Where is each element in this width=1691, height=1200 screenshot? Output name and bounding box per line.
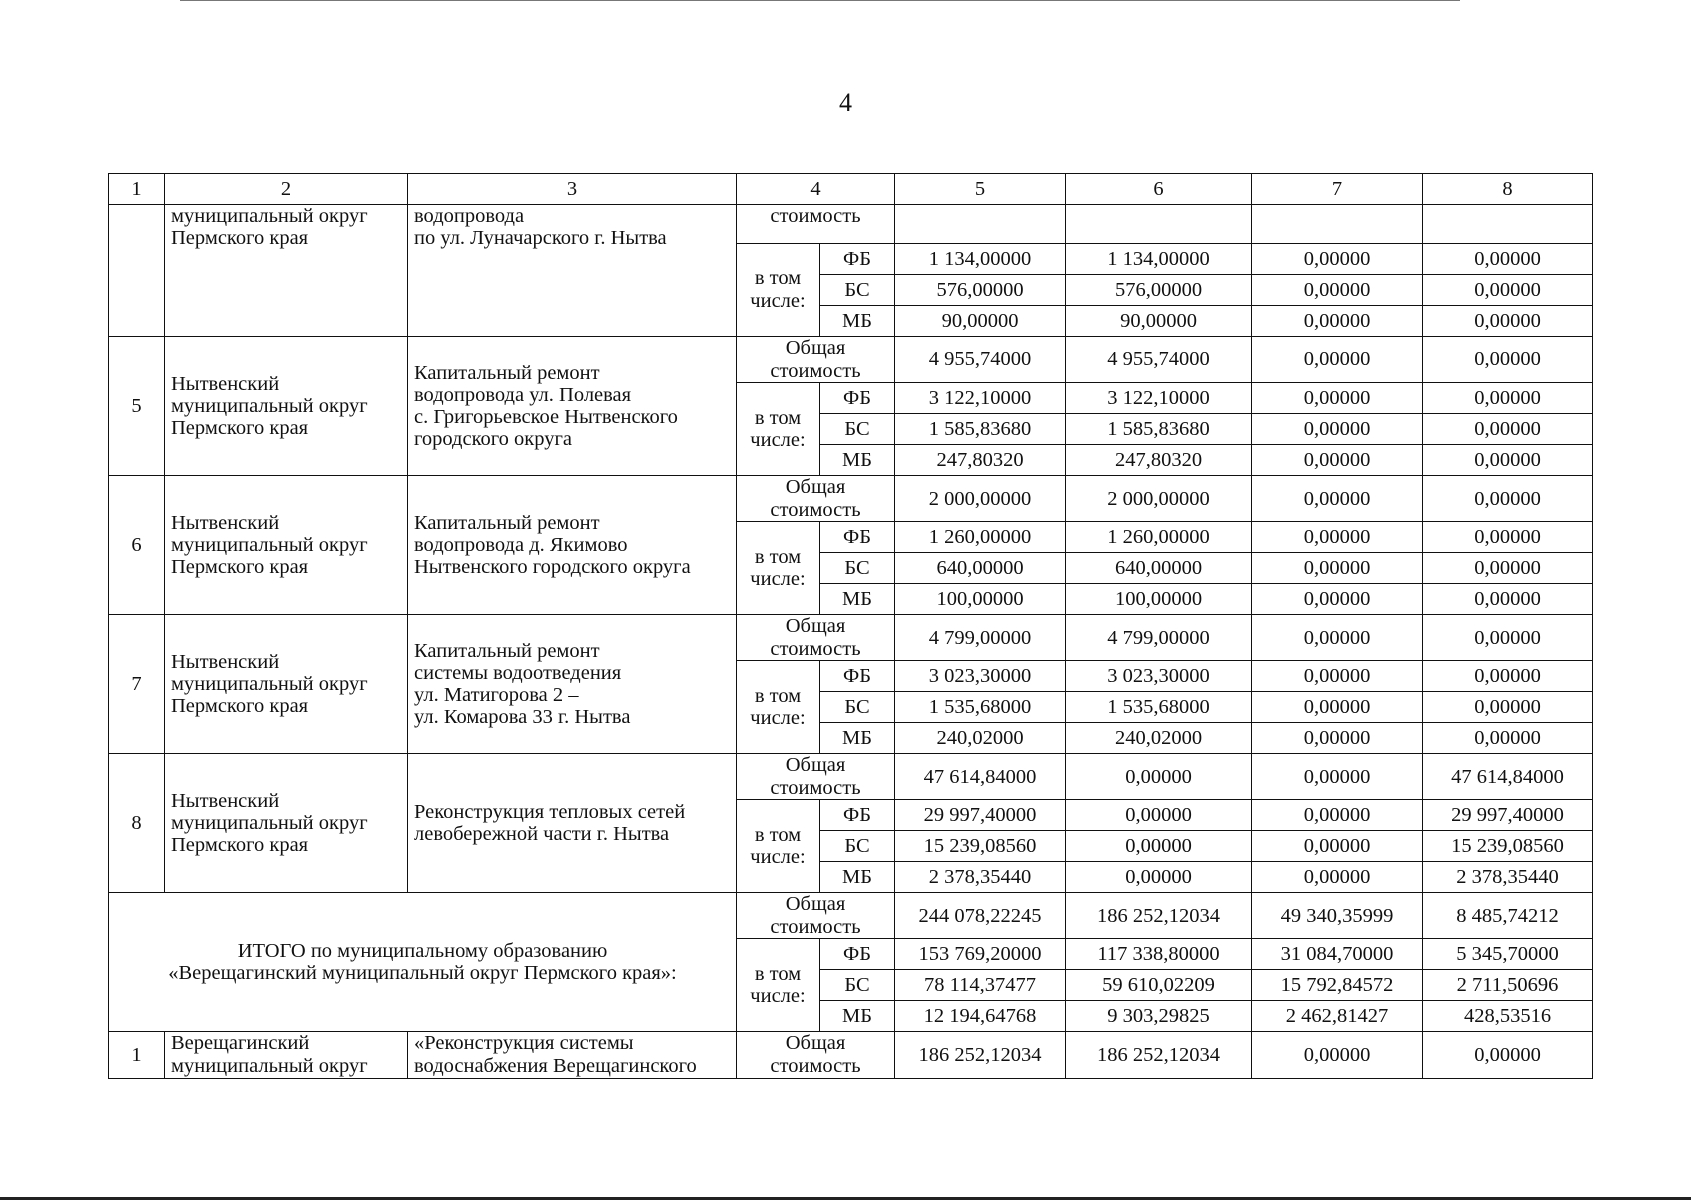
value-cell: 0,00000	[1252, 445, 1423, 476]
object-cell: водопровода по ул. Луначарского г. Нытва	[408, 205, 737, 337]
including-label: в том числе:	[737, 661, 820, 754]
value-cell: 0,00000	[1252, 723, 1423, 754]
value-cell	[1252, 205, 1423, 244]
municipality-cell: Нытвенский муниципальный округ Пермского края	[165, 476, 408, 615]
value-cell: 1 585,83680	[895, 414, 1066, 445]
code-mb: МБ	[820, 584, 895, 615]
including-label: в том числе:	[737, 522, 820, 615]
value-cell: 2 000,00000	[1066, 476, 1252, 522]
row-number: 8	[109, 754, 165, 893]
value-cell: 0,00000	[1423, 306, 1593, 337]
col-header-7: 7	[1252, 174, 1423, 205]
value-cell: 0,00000	[1252, 800, 1423, 831]
col-header-4: 4	[737, 174, 895, 205]
value-cell: 2 378,35440	[895, 862, 1066, 893]
value-cell: 3 122,10000	[895, 383, 1066, 414]
value-cell: 0,00000	[1252, 476, 1423, 522]
value-cell: 240,02000	[895, 723, 1066, 754]
object-cell: Капитальный ремонт водопровода д. Якимово Нытвенского городского округа	[408, 476, 737, 615]
value-cell: 1 585,83680	[1066, 414, 1252, 445]
value-cell: 9 303,29825	[1066, 1001, 1252, 1032]
value-cell: 1 134,00000	[1066, 244, 1252, 275]
value-cell: 47 614,84000	[895, 754, 1066, 800]
value-cell: 0,00000	[1252, 306, 1423, 337]
value-cell: 0,00000	[1066, 831, 1252, 862]
col-header-8: 8	[1423, 174, 1593, 205]
value-cell: 15 792,84572	[1252, 970, 1423, 1001]
total-cost-label: Общая стоимость	[737, 476, 895, 522]
code-mb: МБ	[820, 862, 895, 893]
code-fb: ФБ	[820, 800, 895, 831]
value-cell: 5 345,70000	[1423, 939, 1593, 970]
value-cell: 0,00000	[1423, 445, 1593, 476]
value-cell: 0,00000	[1252, 1032, 1423, 1078]
value-cell: 0,00000	[1423, 414, 1593, 445]
row-number: 7	[109, 615, 165, 754]
value-cell: 0,00000	[1066, 800, 1252, 831]
col-header-2: 2	[165, 174, 408, 205]
value-cell: 0,00000	[1252, 522, 1423, 553]
value-cell: 4 955,74000	[895, 337, 1066, 383]
object-cell: Реконструкция тепловых сетей левобережной части г. Нытва	[408, 754, 737, 893]
object-cell: «Реконструкция системы водоснабжения Верещагинского	[408, 1032, 737, 1078]
value-cell: 90,00000	[1066, 306, 1252, 337]
including-label: в том числе:	[737, 800, 820, 893]
value-cell: 90,00000	[895, 306, 1066, 337]
value-cell: 1 260,00000	[895, 522, 1066, 553]
value-cell: 0,00000	[1252, 692, 1423, 723]
value-cell: 0,00000	[1423, 1032, 1593, 1078]
value-cell: 15 239,08560	[895, 831, 1066, 862]
value-cell: 4 799,00000	[895, 615, 1066, 661]
value-cell	[1066, 205, 1252, 244]
value-cell: 4 799,00000	[1066, 615, 1252, 661]
value-cell: 100,00000	[895, 584, 1066, 615]
value-cell: 0,00000	[1252, 615, 1423, 661]
code-mb: МБ	[820, 445, 895, 476]
value-cell: 0,00000	[1066, 754, 1252, 800]
row-number: 1	[109, 1032, 165, 1078]
municipality-cell: Нытвенский муниципальный округ Пермского края	[165, 754, 408, 893]
municipality-cell: Верещагинский муниципальный округ	[165, 1032, 408, 1078]
code-bs: БС	[820, 831, 895, 862]
code-fb: ФБ	[820, 244, 895, 275]
code-mb: МБ	[820, 306, 895, 337]
col-header-3: 3	[408, 174, 737, 205]
value-cell: 2 462,81427	[1252, 1001, 1423, 1032]
code-fb: ФБ	[820, 383, 895, 414]
table-row	[109, 754, 1593, 800]
itogo-label: ИТОГО по муниципальному образованию «Верещагинский муниципальный округ Пермского края»:	[109, 893, 737, 1032]
value-cell: 428,53516	[1423, 1001, 1593, 1032]
code-bs: БС	[820, 275, 895, 306]
value-cell: 0,00000	[1423, 553, 1593, 584]
value-cell: 78 114,37477	[895, 970, 1066, 1001]
code-bs: БС	[820, 553, 895, 584]
value-cell: 0,00000	[1252, 244, 1423, 275]
total-cost-label: Общая стоимость	[737, 754, 895, 800]
code-mb: МБ	[820, 723, 895, 754]
value-cell: 640,00000	[1066, 553, 1252, 584]
col-header-6: 6	[1066, 174, 1252, 205]
value-cell: 29 997,40000	[1423, 800, 1593, 831]
value-cell: 186 252,12034	[1066, 1032, 1252, 1078]
value-cell: 2 378,35440	[1423, 862, 1593, 893]
value-cell: 8 485,74212	[1423, 893, 1593, 939]
municipality-cell: муниципальный округ Пермского края	[165, 205, 408, 337]
value-cell: 153 769,20000	[895, 939, 1066, 970]
value-cell: 12 194,64768	[895, 1001, 1066, 1032]
value-cell: 0,00000	[1252, 862, 1423, 893]
value-cell: 3 122,10000	[1066, 383, 1252, 414]
value-cell: 31 084,70000	[1252, 939, 1423, 970]
budget-table	[108, 173, 1593, 1079]
value-cell: 15 239,08560	[1423, 831, 1593, 862]
value-cell: 0,00000	[1252, 553, 1423, 584]
value-cell: 0,00000	[1423, 383, 1593, 414]
total-cost-label: Общая стоимость	[737, 337, 895, 383]
value-cell: 640,00000	[895, 553, 1066, 584]
value-cell: 0,00000	[1252, 661, 1423, 692]
value-cell: 100,00000	[1066, 584, 1252, 615]
value-cell: 2 711,50696	[1423, 970, 1593, 1001]
value-cell: 0,00000	[1252, 584, 1423, 615]
value-cell: 576,00000	[895, 275, 1066, 306]
value-cell: 240,02000	[1066, 723, 1252, 754]
value-cell: 1 535,68000	[1066, 692, 1252, 723]
table-row	[109, 337, 1593, 383]
value-cell: 4 955,74000	[1066, 337, 1252, 383]
value-cell: 244 078,22245	[895, 893, 1066, 939]
top-scan-line	[180, 0, 1460, 1]
code-bs: БС	[820, 692, 895, 723]
table-row	[109, 205, 1593, 244]
value-cell: 186 252,12034	[1066, 893, 1252, 939]
column-number-row	[109, 174, 1593, 205]
value-cell: 2 000,00000	[895, 476, 1066, 522]
value-cell: 117 338,80000	[1066, 939, 1252, 970]
including-label: в том числе:	[737, 383, 820, 476]
value-cell: 0,00000	[1423, 692, 1593, 723]
value-cell: 576,00000	[1066, 275, 1252, 306]
table-row	[109, 476, 1593, 522]
value-cell: 3 023,30000	[1066, 661, 1252, 692]
value-cell: 0,00000	[1423, 615, 1593, 661]
value-cell	[895, 205, 1066, 244]
including-label: в том числе:	[737, 244, 820, 337]
value-cell: 247,80320	[1066, 445, 1252, 476]
value-cell: 1 260,00000	[1066, 522, 1252, 553]
code-bs: БС	[820, 970, 895, 1001]
value-cell: 186 252,12034	[895, 1032, 1066, 1078]
total-cost-label: Общая стоимость	[737, 893, 895, 939]
value-cell: 0,00000	[1066, 862, 1252, 893]
row-number: 5	[109, 337, 165, 476]
municipality-cell: Нытвенский муниципальный округ Пермского края	[165, 337, 408, 476]
value-cell: 0,00000	[1423, 584, 1593, 615]
value-cell: 0,00000	[1252, 383, 1423, 414]
col-header-5: 5	[895, 174, 1066, 205]
value-cell: 29 997,40000	[895, 800, 1066, 831]
value-cell: 49 340,35999	[1252, 893, 1423, 939]
row-number: 6	[109, 476, 165, 615]
value-cell: 0,00000	[1252, 275, 1423, 306]
value-cell: 0,00000	[1423, 476, 1593, 522]
value-cell: 0,00000	[1423, 244, 1593, 275]
value-cell: 1 535,68000	[895, 692, 1066, 723]
code-fb: ФБ	[820, 522, 895, 553]
value-cell: 0,00000	[1423, 275, 1593, 306]
value-cell: 47 614,84000	[1423, 754, 1593, 800]
total-cost-label: стоимость	[737, 205, 895, 244]
total-cost-label: Общая стоимость	[737, 1032, 895, 1078]
value-cell: 0,00000	[1252, 754, 1423, 800]
code-fb: ФБ	[820, 939, 895, 970]
value-cell: 0,00000	[1423, 661, 1593, 692]
code-bs: БС	[820, 414, 895, 445]
including-label: в том числе:	[737, 939, 820, 1032]
value-cell	[1423, 205, 1593, 244]
value-cell: 0,00000	[1252, 414, 1423, 445]
code-mb: МБ	[820, 1001, 895, 1032]
row-number	[109, 205, 165, 337]
code-fb: ФБ	[820, 661, 895, 692]
municipality-cell: Нытвенский муниципальный округ Пермского края	[165, 615, 408, 754]
value-cell: 0,00000	[1252, 337, 1423, 383]
value-cell: 0,00000	[1423, 723, 1593, 754]
table-row	[109, 615, 1593, 661]
value-cell: 1 134,00000	[895, 244, 1066, 275]
table-row	[109, 893, 1593, 939]
object-cell: Капитальный ремонт системы водоотведения ул. Матигорова 2 – ул. Комарова 33 г. Нытва	[408, 615, 737, 754]
value-cell: 247,80320	[895, 445, 1066, 476]
value-cell: 0,00000	[1423, 337, 1593, 383]
value-cell: 3 023,30000	[895, 661, 1066, 692]
value-cell: 0,00000	[1423, 522, 1593, 553]
total-cost-label: Общая стоимость	[737, 615, 895, 661]
col-header-1: 1	[109, 174, 165, 205]
object-cell: Капитальный ремонт водопровода ул. Полевая с. Григорьевское Нытвенского городского округа	[408, 337, 737, 476]
page-number: 4	[839, 88, 852, 117]
value-cell: 59 610,02209	[1066, 970, 1252, 1001]
table-row	[109, 1032, 1593, 1078]
value-cell: 0,00000	[1252, 831, 1423, 862]
